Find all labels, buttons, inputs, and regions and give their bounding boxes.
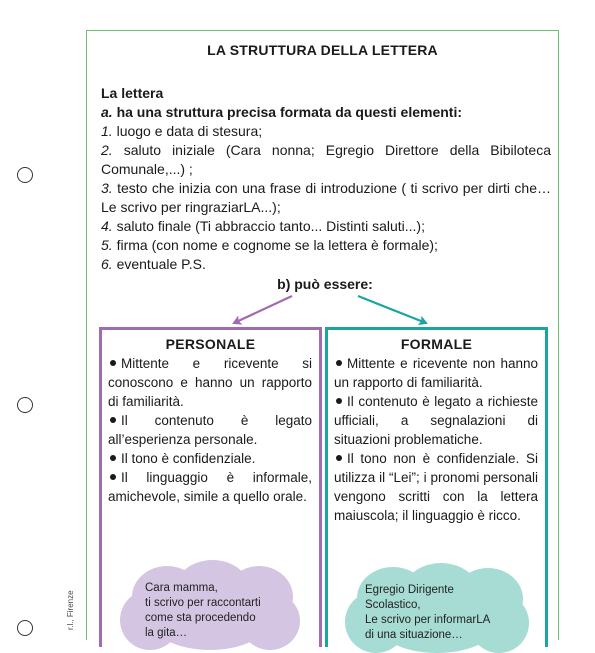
list-item [108,449,312,468]
intro-lead-text: ha una struttura precisa formata da questi elementi: [112,104,462,120]
list-item [108,411,312,449]
list-item-number: 2. [101,142,113,158]
point-text: Il contenuto è legato all’esperienza personale. [108,413,312,447]
list-item [101,179,551,217]
binder-hole-top [17,167,33,183]
list-item [101,122,551,141]
intro-lead [101,103,551,122]
bullet-icon [336,360,342,366]
list-item [101,217,551,236]
list-item [101,236,551,255]
personal-points [102,354,319,506]
list-item-number: 5. [101,237,113,253]
list-item-text: saluto iniziale (Cara nonna; Egregio Direttore della Bibiloteca Comunale,...) ; [101,142,551,177]
point-text: Il contenuto è legato a richieste ufficiali, a segnalazioni di situazioni problematiche. [334,394,538,447]
can-be-label: b) può essere: [277,276,373,292]
bullet-icon [336,455,342,461]
personal-title: PERSONALE [165,336,256,352]
example-line: di una situazione… [365,629,463,641]
list-item-number: 3. [101,180,113,196]
example-line: Le scrivo per informarLA [365,614,491,626]
personal-example-cloud [120,560,300,650]
list-item-number: 1. [101,123,113,139]
bullet-icon [110,455,116,461]
bullet-icon [110,360,116,366]
list-item [108,354,312,411]
list-item [334,449,538,525]
intro-section [101,84,551,274]
binder-hole-middle [17,397,33,413]
side-credit: r.l., Firenze [66,590,75,630]
intro-lead-prefix: a. [101,104,113,120]
list-item-text: saluto finale (Ti abbraccio tanto... Distinti saluti...); [112,218,425,234]
list-item-text: testo che inizia con una frase di introduzione ( ti scrivo per dirti che… Le scrivo per ringraziarLA...); [101,180,551,215]
formal-example-cloud [345,563,530,653]
point-text: Il tono non è confidenziale. Si utilizza il “Lei”; i pronomi personali vengono scritti con la lettera maiuscola; il linguaggio è ricco. [334,451,538,523]
list-item [334,354,538,392]
list-item-text: eventuale P.S. [112,256,206,272]
list-item-number: 4. [101,218,113,234]
point-text: Mittente e ricevente si conoscono e hanno un rapporto di familiarità. [108,356,312,409]
point-text: Mittente e ricevente non hanno un rapporto di familiarità. [334,356,538,390]
formal-title: FORMALE [400,336,473,352]
formal-example-text [365,583,515,643]
bullet-icon [336,398,342,404]
list-item-number: 6. [101,256,113,272]
bullet-icon [110,417,116,423]
list-item [101,141,551,179]
example-line: Cara mamma, [145,582,218,594]
list-item [101,255,551,274]
binder-hole-bottom [17,620,33,636]
page-title: LA STRUTTURA DELLA LETTERA [207,42,438,58]
formal-points [328,354,545,525]
example-line: Scolastico, [365,599,421,611]
list-item [334,392,538,449]
example-line: ti scrivo per raccontarti [145,597,261,609]
intro-heading: La lettera [101,85,164,101]
example-line: Egregio Dirigente [365,584,454,596]
example-line: come sta procedendo [145,612,256,624]
personal-example-text [145,581,285,641]
example-line: la gita… [145,627,188,639]
point-text: Il tono è confidenziale. [121,451,256,466]
list-item-text: firma (con nome e cognome se la lettera è formale); [112,237,438,253]
point-text: Il linguaggio è informale, amichevole, simile a quello orale. [108,470,312,504]
list-item-text: luogo e data di stesura; [112,123,263,139]
bullet-icon [110,474,116,480]
list-item [108,468,312,506]
